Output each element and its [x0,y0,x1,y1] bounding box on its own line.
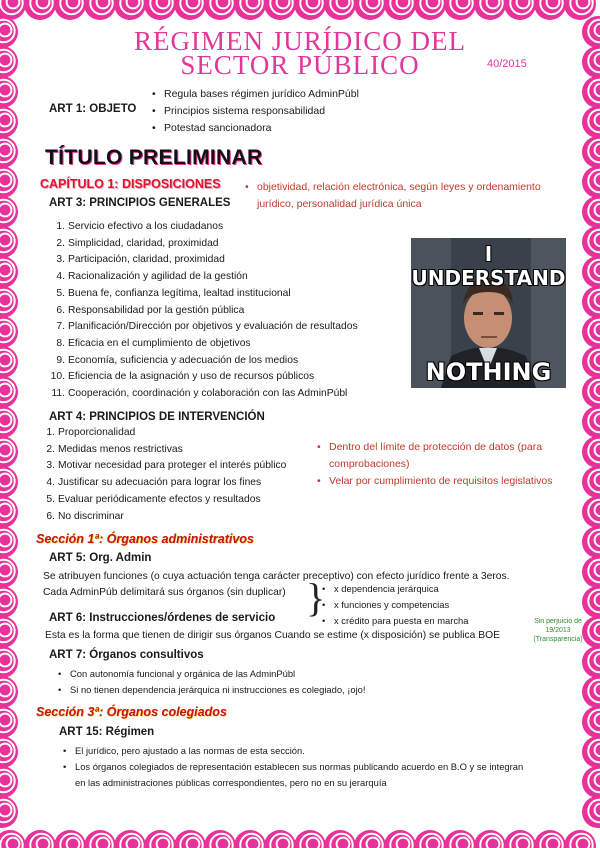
list-item: 8. Eficacia en el cumplimiento de objetivos [56,337,251,349]
seccion-3-heading: Sección 3ª: Órganos colegiados [36,705,227,719]
list-item: • x dependencia jerárquica [322,581,468,597]
art15-list [63,743,533,791]
list-item: • Potestad sancionadora [152,120,359,137]
list-item: 10. Eficiencia de la asignación y uso de recursos públicos [50,371,315,383]
list-item: 11. Cooperación, coordinación y colaboración con las AdminPúbl [51,388,348,400]
list-item: • Regula bases régimen jurídico AdminPúbl [152,86,359,103]
art7-list [58,666,366,698]
art5-brace-list [322,581,468,629]
art4-heading: ART 4: PRINCIPIOS DE INTERVENCIÓN [49,411,265,423]
list-item: • Velar por cumplimiento de requisitos legislativos [317,473,562,490]
meme-image [411,238,566,388]
seccion-1-heading: Sección 1ª: Órganos administrativos [36,532,254,546]
list-item: 1. Proporcionalidad [46,427,136,438]
art5-line1: Se atribuyen funciones (o cuya actuación tenga carácter preceptivo) con efecto jurídico frente a 3eros. [43,571,510,582]
title-line-2: SECTOR PÚBLICO [180,50,420,80]
list-item: • Con autonomía funcional y orgánica de las AdminPúbl [58,666,366,682]
meme-top-text: I UNDERSTAND [411,242,566,290]
list-item: 6. No discriminar [46,510,124,522]
art15-heading: ART 15: Régimen [59,726,155,738]
brace-icon: } [306,575,326,620]
art3-heading: ART 3: PRINCIPIOS GENERALES [49,197,231,209]
list-item: 3. Participación, claridad, proximidad [56,254,225,266]
meme-bottom-text: NOTHING [425,358,552,386]
list-item: 2. Medidas menos restrictivas [46,443,183,455]
art5-line2: Cada AdminPúb delimitará sus órganos (sin duplicar) [43,587,286,598]
list-item: 6. Responsabilidad por la gestión pública [56,304,245,316]
list-item: 1. Servicio efectivo a los ciudadanos [56,221,224,232]
list-item: • Los órganos colegiados de representación establecen sus normas publicando acuerdo en B.O y se integran en las administraciones públicas correspondientes, pero no en su jerarquía [63,759,533,791]
list-item: • Principios sistema responsabilidad [152,103,359,120]
capitulo-note-list [245,179,575,213]
list-item: 3. Motivar necesidad para proteger el interés público [46,460,287,472]
list-item: 5. Buena fe, confianza legítima, lealtad institucional [56,287,291,299]
capitulo-heading: CAPÍTULO 1: DISPOSICIONES [40,177,221,191]
art6-line1: Esta es la forma que tienen de dirigir sus órganos Cuando se estime (x disposición) se publica BOE [45,630,501,641]
art7-heading: ART 7: Órganos consultivos [49,649,204,661]
list-item: 9. Economía, suficiencia y adecuación de los medios [56,354,299,366]
art6-green-note: Sin perjuicio de 19/2013 (Transparencia) [533,618,583,643]
art1-list [152,86,359,137]
list-item: 4. Racionalización y agilidad de la gestión [56,271,248,283]
list-item: • Dentro del límite de protección de datos (para comprobaciones) [317,439,562,473]
list-item: • x funciones y competencias [322,597,468,613]
titulo-preliminar: TÍTULO PRELIMINAR [45,146,263,169]
art1-heading: ART 1: OBJETO [49,103,137,115]
art4-list [35,425,286,525]
list-item: 4. Justificar su adecuación para lograr los fines [46,477,262,489]
list-item: 2. Simplicidad, claridad, proximidad [56,237,219,249]
art6-heading: ART 6: Instrucciones/órdenes de servicio [49,612,276,624]
art5-heading: ART 5: Org. Admin [49,552,152,564]
title-line-1: RÉGIMEN JURÍDICO DEL [134,26,466,56]
list-item: 7. Planificación/Dirección por objetivos y evaluación de resultados [56,321,358,333]
list-item: • x crédito para puesta en marcha [322,613,468,629]
list-item: • El jurídico, pero ajustado a las normas de esta sección. [63,743,533,759]
date-label: 40/2015 [487,58,527,70]
list-item: 5. Evaluar periódicamente efectos y resultados [46,493,261,505]
capitulo-note: • objetividad, relación electrónica, según leyes y ordenamiento jurídico, personalidad jurídica única [245,179,575,213]
list-item: • Si no tienen dependencia jerárquica ni instrucciones es colegiado, ¡ojo! [58,682,366,698]
art3-list [45,219,358,403]
art4-notes [317,439,562,490]
